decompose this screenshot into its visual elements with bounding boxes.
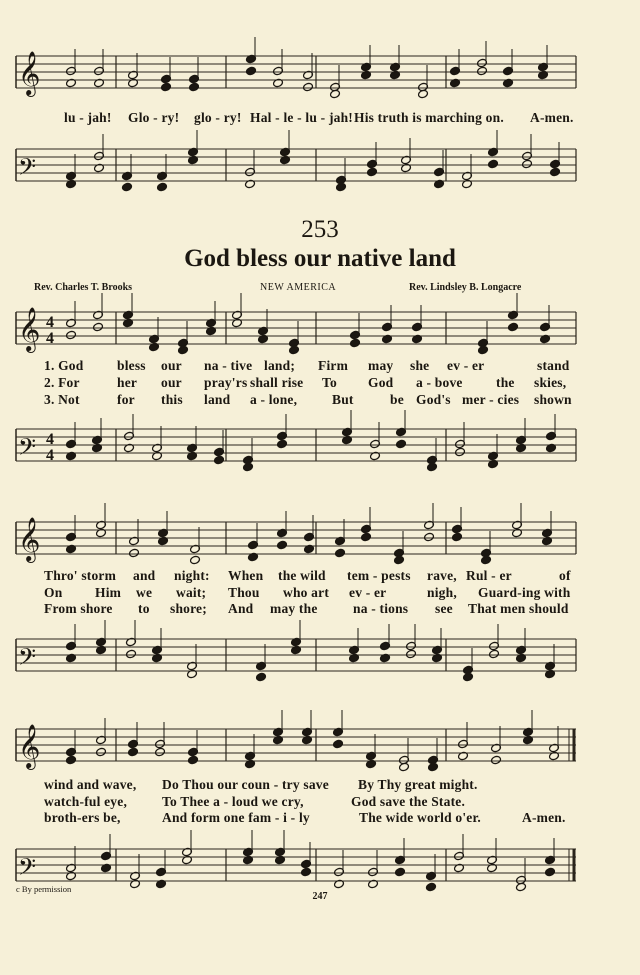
lyric-word: be [390,392,404,407]
lyric-word: wait; [176,585,207,600]
lyric-word: the [496,375,515,390]
lyric-word: nigh, [427,585,457,600]
lyric-word: A-men. [530,110,574,125]
lyric-word: And form one fam - i - ly [162,810,310,825]
lyric-word: When [228,568,264,583]
permission-footnote: c By permission [16,884,72,894]
lyric-word: night: [174,568,210,583]
treble-staff [16,307,576,351]
lyric-word: pray'rs [204,375,248,390]
lyric-word: 1. God [44,358,84,373]
lyric-word: Firm [318,358,349,373]
hymn-title: God bless our native land [184,245,456,272]
lyric-word: she [410,358,430,373]
lyric-word: who art [283,585,330,600]
lyric-word: stand [537,358,570,373]
treble-staff [16,517,576,561]
lyric-word: ev - er [447,358,485,373]
svg-text:𝄞: 𝄞 [18,517,41,561]
lyric-word: to [138,601,150,616]
lyric-word: Thou [228,585,260,600]
treble-staff [16,51,576,95]
lyric-word: And [228,601,254,616]
lyric-word: To [322,375,337,390]
lyric-word: wind and wave, [44,777,137,792]
svg-text:4: 4 [46,447,54,464]
svg-text:𝄞: 𝄞 [18,307,41,351]
composer-credit: Rev. Lindsley B. Longacre [409,282,522,293]
lyric-word: Do Thou our coun - try save [162,777,329,792]
lyric-word: for [117,392,135,407]
lyric-word: That men should [468,601,569,616]
treble-staff [16,724,576,768]
lyric-word: 3. Not [44,392,80,407]
lyric-word: From shore [44,601,113,616]
lyric-word: her [117,375,138,390]
lyric-word: Him [95,585,122,600]
lyric-word: we [136,585,153,600]
lyric-word: watch-ful eye, [44,794,128,809]
svg-text:𝄞: 𝄞 [18,51,41,95]
bass-staff [16,635,576,676]
lyric-word: mer - cies [462,392,520,407]
svg-text:4: 4 [46,431,54,448]
svg-text:4: 4 [46,314,54,331]
lyric-word: God's [416,392,451,407]
lyric-word: ev - er [349,585,387,600]
lyric-word: But [332,392,354,407]
lyric-word: glo - ry! [194,110,242,125]
lyric-word: land [204,392,231,407]
lyric-word: Glo - ry! [128,110,180,125]
lyric-word: of [559,568,571,583]
svg-text:𝄢: 𝄢 [18,153,37,186]
lyric-word: Thro' storm [44,568,117,583]
lyric-word: and [133,568,156,583]
lyric-word: God save the State. [351,794,466,809]
lyric-word: a - lone, [250,392,298,407]
lyric-word: see [435,601,453,616]
bass-staff [16,145,576,186]
lyric-word: shore; [170,601,207,616]
svg-text:𝄢: 𝄢 [18,643,37,676]
lyric-word: God [368,375,394,390]
svg-text:𝄢: 𝄢 [18,853,37,886]
lyric-word: a - bove [416,375,463,390]
lyric-word: our [161,358,182,373]
bass-staff [16,425,576,466]
lyric-word: may [368,358,394,373]
lyric-word: our [161,375,182,390]
lyric-word: Hal - le - lu - jah! [250,110,353,125]
lyric-word: na - tions [353,601,409,616]
lyric-word: the wild [278,568,326,583]
lyric-word: 2. For [44,375,80,390]
lyric-word: The wide world o'er. [359,810,481,825]
lyric-word: shall rise [250,375,304,390]
hymn-number: 253 [301,216,339,243]
lyric-word: rave, [427,568,457,583]
lyric-word: bless [117,358,146,373]
svg-text:4: 4 [46,330,54,347]
lyric-word: na - tive [204,358,253,373]
lyric-word: On [44,585,63,600]
svg-text:𝄞: 𝄞 [18,724,41,768]
lyric-word: land; [264,358,296,373]
lyric-word: tem - pests [347,568,411,583]
lyric-word: shown [534,392,572,407]
lyric-word: Guard-ing with [478,585,571,600]
lyric-word: may the [270,601,318,616]
lyric-word: By Thy great might. [358,777,478,792]
tune-name: NEW AMERICA [260,282,337,293]
lyric-word: To Thee a - loud we cry, [162,794,304,809]
lyric-word: His truth is marching on. [354,110,504,125]
lyric-word: lu - jah! [64,110,112,125]
svg-text:𝄢: 𝄢 [18,433,37,466]
lyric-word: Rul - er [466,568,512,583]
bass-staff [16,845,576,886]
lyric-word: A-men. [522,810,566,825]
page-number: 247 [312,891,328,902]
lyric-word: this [161,392,183,407]
lyric-word: broth-ers be, [44,810,121,825]
lyric-word: skies, [534,375,567,390]
author-credit: Rev. Charles T. Brooks [34,282,133,293]
